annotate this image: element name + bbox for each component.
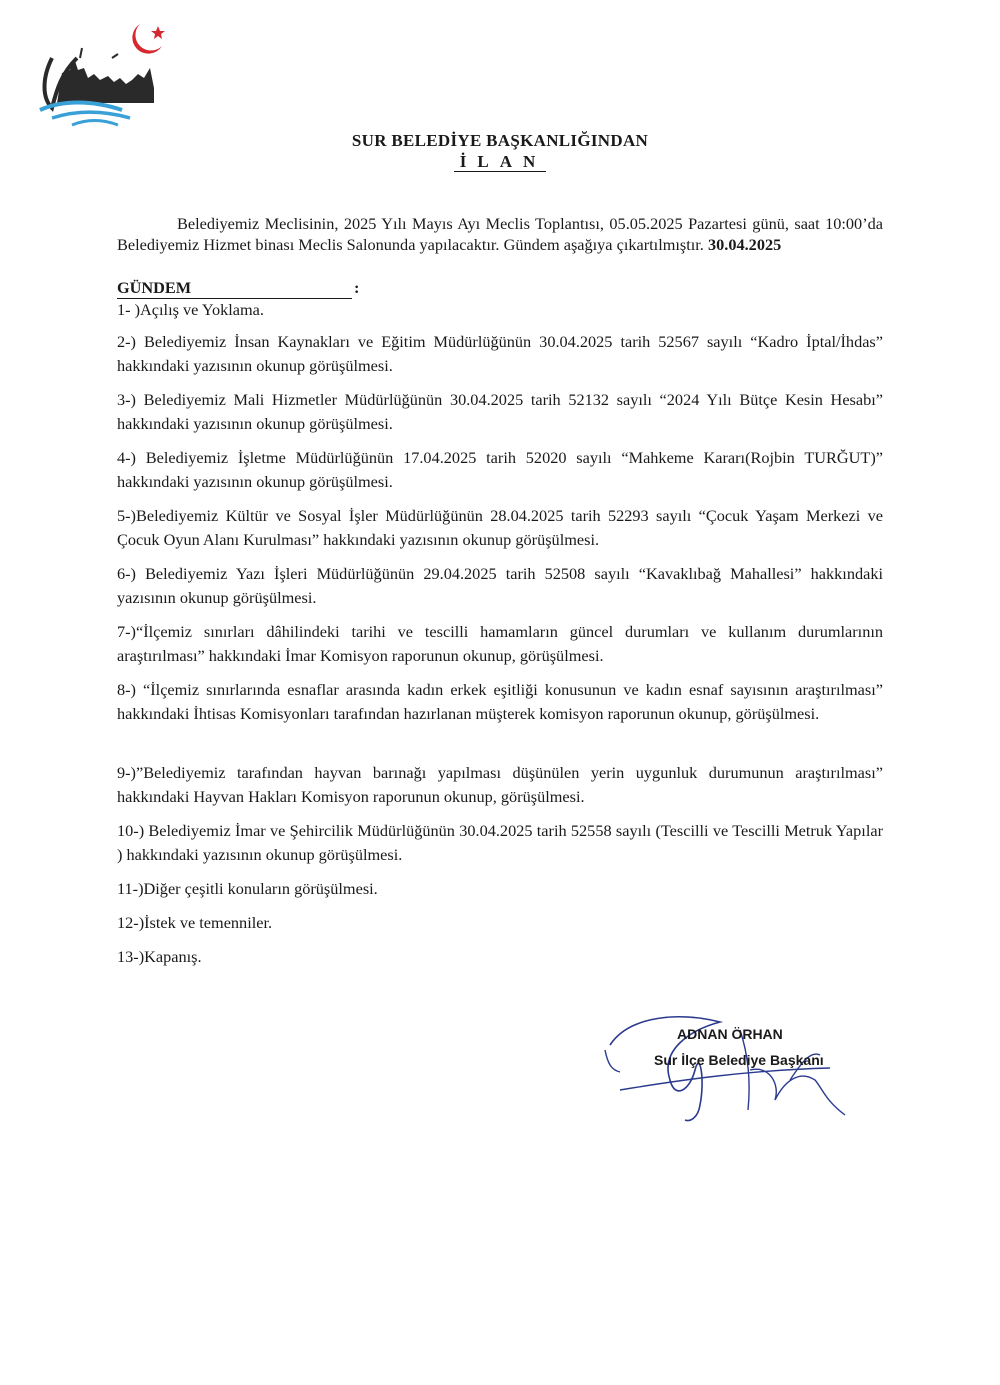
agenda-item-11: 11-)Diğer çeşitli konuların görüşülmesi. — [117, 879, 378, 898]
agenda-item-10: 10-) Belediyemiz İmar ve Şehircilik Müdürlüğünün 30.04.2025 tarih 52558 sayılı (Tescilli ve Tescilli Metruk Yapılar ) hakkındaki yazısının okunup görüşülmesi. — [117, 821, 883, 864]
announcement-title-text: İLAN — [454, 152, 547, 172]
intro-text: Belediyemiz Meclisinin, 2025 Yılı Mayıs Ayı Meclis Toplantısı, 05.05.2025 Pazartesi günü, saat 10:00’da Belediyemiz Hizmet binası Meclis Salonunda yapılacaktır. Gündem aşağıya çıkartılmıştır. — [117, 214, 883, 254]
agenda-item-6: 6-) Belediyemiz Yazı İşleri Müdürlüğünün 29.04.2025 tarih 52508 sayılı “Kavaklıbağ Mahallesi” hakkındaki yazısının okunup görüşülmesi. — [117, 564, 883, 607]
signatory-name: ADNAN ÖRHAN — [677, 1026, 783, 1042]
announcement-title — [0, 152, 1000, 172]
agenda-item-1: 1- )Açılış ve Yoklama. — [117, 300, 264, 319]
agenda-item-4: 4-) Belediyemiz İşletme Müdürlüğünün 17.04.2025 tarih 52020 sayılı “Mahkeme Kararı(Rojbin TURĞUT)” hakkındaki yazısının okunup görüşülmesi. — [117, 448, 883, 491]
agenda-item-12: 12-)İstek ve temenniler. — [117, 913, 273, 932]
agenda-item-13: 13-)Kapanış. — [117, 947, 202, 966]
agenda-item-2: 2-) Belediyemiz İnsan Kaynakları ve Eğitim Müdürlüğünün 30.04.2025 tarih 52567 sayılı “Kadro İptal/İhdas” hakkındaki yazısının okunup görüşülmesi. — [117, 332, 883, 375]
agenda-item-9: 9-)”Belediyemiz tarafından hayvan barınağı yapılması düşünülen yerin uygunluk durumunun araştırılması” hakkındaki Hayvan Hakları Komisyon raporunun okunup, görüşülmesi. — [117, 763, 883, 806]
agenda-heading-colon: : — [354, 278, 360, 297]
agenda-item-5: 5-)Belediyemiz Kültür ve Sosyal İşler Müdürlüğünün 28.04.2025 tarih 52293 sayılı “Çocuk Yaşam Merkezi ve Çocuk Oyun Alanı Kurulması” hakkındaki yazısının okunup görüşülmesi. — [117, 506, 883, 549]
intro-date: 30.04.2025 — [707, 235, 782, 254]
institution-heading: SUR BELEDİYE BAŞKANLIĞINDAN — [351, 131, 649, 150]
signatory-title: Sur İlçe Belediye Başkanı — [654, 1052, 824, 1068]
agenda-heading — [117, 278, 359, 299]
intro-paragraph — [117, 213, 883, 255]
agenda-item-7: 7-)“İlçemiz sınırları dâhilindeki tarihi ve tescilli hamamların güncel durumları ve kullanım durumlarının araştırılması” hakkındaki İmar Komisyon raporunun okunup, görüşülmesi. — [117, 622, 883, 665]
agenda-item-8: 8-) “İlçemiz sınırlarında esnaflar arasında kadın erkek eşitliği konusunun ve kadın esnaf sayısının araştırılması” hakkındaki İhtisas Komisyonları tarafından hazırlanan müşterek komisyon raporunun okunup, görüşülmesi. — [117, 680, 883, 723]
municipality-logo-icon — [22, 18, 172, 128]
agenda-heading-text: GÜNDEM — [117, 278, 352, 299]
agenda-item-3: 3-) Belediyemiz Mali Hizmetler Müdürlüğünün 30.04.2025 tarih 52132 sayılı “2024 Yılı Bütçe Kesin Hesabı” hakkındaki yazısının okunup görüşülmesi. — [117, 390, 883, 433]
